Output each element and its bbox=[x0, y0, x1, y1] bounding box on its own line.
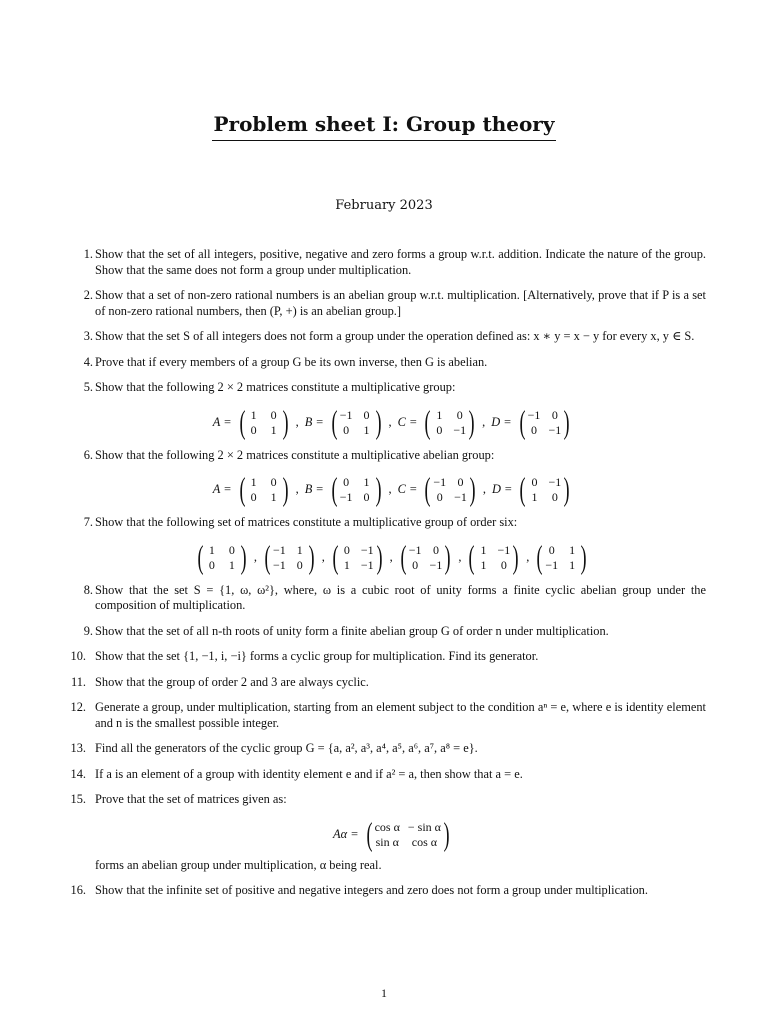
matrix-cell: 0 bbox=[363, 407, 370, 422]
problem-item bbox=[70, 792, 706, 873]
problem-text: Show that the following set of matrices constitute a multiplicative group of order six: bbox=[95, 515, 518, 529]
matrix bbox=[329, 472, 384, 508]
matrix-cell: −1 bbox=[433, 475, 447, 489]
matrix-cell: 1 bbox=[250, 475, 257, 489]
matrix-cell: 0 bbox=[343, 475, 350, 489]
right-paren: ) bbox=[308, 539, 315, 576]
matrix-label: D = bbox=[492, 482, 513, 497]
problem-text: Show that the group of order 2 and 3 are always cyclic. bbox=[95, 674, 369, 689]
matrix-cell: − sin α bbox=[407, 819, 441, 834]
problem-number: 8. bbox=[83, 582, 93, 597]
matrix-label: A = bbox=[212, 482, 232, 497]
right-paren: ) bbox=[468, 404, 475, 441]
matrix-row bbox=[78, 539, 706, 576]
problem-item bbox=[70, 883, 706, 899]
problem-number: 3. bbox=[83, 329, 93, 343]
left-paren: ( bbox=[424, 404, 431, 441]
matrix bbox=[422, 404, 477, 441]
matrix-cell: 0 bbox=[250, 422, 257, 437]
matrix-separator: , bbox=[295, 414, 299, 429]
matrix-cells bbox=[409, 543, 443, 573]
matrix-cell: 0 bbox=[436, 490, 443, 504]
problem-number: 6. bbox=[83, 447, 93, 462]
matrix bbox=[237, 404, 291, 441]
matrix-separator: , bbox=[321, 549, 325, 564]
problem-number: 13. bbox=[70, 741, 86, 755]
problem-text: Prove that if every members of a group G be its own inverse, then G is abelian. bbox=[95, 354, 488, 369]
matrix-cell: 1 bbox=[228, 557, 235, 572]
problem-item bbox=[78, 515, 706, 576]
right-paren: ) bbox=[240, 539, 247, 576]
problem-list bbox=[70, 247, 706, 909]
matrix-cell: −1 bbox=[545, 557, 559, 572]
matrix-cell: 0 bbox=[250, 490, 257, 504]
left-paren: ( bbox=[424, 472, 431, 508]
matrix-label: B = bbox=[304, 414, 324, 429]
matrix-cell: 1 bbox=[363, 422, 370, 437]
matrix-cell: −1 bbox=[454, 490, 467, 504]
matrix-cell: 0 bbox=[500, 557, 507, 572]
problem-text: Prove that the set of matrices given as: bbox=[95, 792, 287, 806]
matrix-cells bbox=[528, 475, 561, 505]
matrix bbox=[534, 539, 589, 576]
matrix-row bbox=[78, 404, 706, 441]
problem-item bbox=[78, 448, 706, 506]
left-paren: ( bbox=[264, 539, 271, 576]
matrix-cell: sin α bbox=[375, 834, 399, 849]
matrix-cell: 0 bbox=[551, 490, 558, 504]
problem-text-continued: forms an abelian group under multiplication, α being real. bbox=[95, 857, 382, 872]
matrix-cell: −1 bbox=[272, 557, 286, 572]
problem-number: 12. bbox=[70, 700, 86, 714]
matrix-cell: 0 bbox=[270, 475, 277, 489]
right-paren: ) bbox=[512, 539, 519, 576]
matrix-cell: 0 bbox=[412, 557, 419, 572]
matrix bbox=[237, 472, 291, 508]
matrix-cell: −1 bbox=[548, 422, 562, 437]
matrix-separator: , bbox=[295, 482, 299, 497]
problem-text: If a is an element of a group with identity element e and if a² = a, then show that a = e. bbox=[95, 766, 523, 781]
matrix bbox=[329, 404, 384, 441]
left-paren: ( bbox=[519, 472, 526, 508]
problem-item bbox=[78, 624, 706, 640]
matrix-cells bbox=[248, 408, 280, 438]
left-paren: ( bbox=[239, 404, 246, 441]
left-paren: ( bbox=[536, 539, 543, 576]
right-paren: ) bbox=[444, 539, 451, 576]
matrix-cell: −1 bbox=[272, 542, 286, 557]
matrix-separator: , bbox=[389, 549, 393, 564]
matrix-cell: 0 bbox=[432, 542, 439, 557]
matrix-cell: 1 bbox=[480, 542, 487, 557]
left-paren: ( bbox=[400, 539, 407, 576]
matrix-separator: , bbox=[253, 549, 257, 564]
matrix-cell: −1 bbox=[408, 542, 422, 557]
matrix-cell: −1 bbox=[339, 407, 353, 422]
matrix-cell: 0 bbox=[270, 407, 277, 422]
left-paren: ( bbox=[468, 539, 475, 576]
matrix-cells bbox=[433, 408, 466, 438]
matrix-separator: , bbox=[388, 482, 392, 497]
matrix-cell: 1 bbox=[296, 542, 303, 557]
matrix-cell: −1 bbox=[497, 542, 511, 557]
matrix-label: A = bbox=[212, 414, 232, 429]
matrix bbox=[422, 472, 478, 508]
problem-text: Show that the infinite set of positive and negative integers and zero does not form a group under multiplication. bbox=[95, 883, 648, 897]
matrix-cell: 1 bbox=[569, 557, 576, 572]
matrix-separator: , bbox=[458, 549, 462, 564]
matrix-cell: 0 bbox=[343, 422, 350, 437]
matrix-cell: 1 bbox=[436, 407, 443, 422]
matrix-cell: 0 bbox=[208, 557, 215, 572]
matrix-cell: cos α bbox=[374, 819, 400, 834]
problem-number: 1. bbox=[83, 247, 93, 261]
matrix-cell: −1 bbox=[527, 407, 541, 422]
matrix-separator: , bbox=[388, 414, 392, 429]
matrix-cells bbox=[340, 408, 373, 438]
matrix bbox=[517, 404, 573, 441]
page-title: Problem sheet I: Group theory bbox=[212, 112, 557, 141]
matrix-label: C = bbox=[397, 414, 418, 429]
matrix-cell: 0 bbox=[343, 542, 350, 557]
matrix-separator: , bbox=[526, 549, 530, 564]
problem-item bbox=[70, 700, 706, 731]
matrix-cell: −1 bbox=[548, 475, 562, 489]
problem-number: 10. bbox=[70, 649, 86, 663]
problem-text: Show that the following 2 × 2 matrices constitute a multiplicative abelian group: bbox=[95, 447, 495, 462]
problem-number: 4. bbox=[83, 354, 93, 369]
left-paren: ( bbox=[519, 404, 526, 441]
right-paren: ) bbox=[282, 472, 289, 508]
right-paren: ) bbox=[469, 472, 476, 508]
problem-item bbox=[78, 355, 706, 371]
matrix bbox=[398, 539, 454, 576]
matrix-cell: 1 bbox=[569, 542, 576, 557]
left-paren: ( bbox=[332, 539, 339, 576]
problem-text: Show that the set S of all integers does not form a group under the operation defined as: x ∗ y = x − y for every x, y ∈ S. bbox=[95, 329, 695, 343]
matrix-label: Aα = bbox=[333, 826, 359, 841]
matrix-cell: −1 bbox=[360, 557, 374, 572]
matrix-cell: cos α bbox=[411, 834, 438, 849]
matrix-cell: 0 bbox=[531, 422, 538, 437]
matrix-cell: 1 bbox=[208, 542, 215, 557]
matrix-cell: 0 bbox=[531, 475, 538, 489]
matrix-cells bbox=[273, 543, 306, 573]
right-paren: ) bbox=[563, 404, 570, 441]
matrix-cell: 1 bbox=[343, 557, 350, 572]
matrix-cell: −1 bbox=[453, 422, 467, 437]
matrix-cell: 0 bbox=[457, 475, 464, 489]
problem-item bbox=[78, 380, 706, 441]
matrix-cell: 0 bbox=[551, 407, 558, 422]
matrix bbox=[364, 816, 452, 853]
left-paren: ( bbox=[366, 816, 373, 853]
problem-item bbox=[70, 674, 706, 691]
matrix-cell: 0 bbox=[548, 542, 555, 557]
matrix-cells bbox=[341, 543, 374, 573]
problem-item bbox=[70, 649, 706, 665]
matrix-cell: −1 bbox=[429, 557, 443, 572]
matrix bbox=[330, 539, 385, 576]
problem-number: 11. bbox=[70, 674, 86, 689]
problem-item bbox=[70, 766, 706, 783]
matrix-separator: , bbox=[482, 482, 487, 497]
date-line: February 2023 bbox=[335, 198, 433, 213]
right-paren: ) bbox=[443, 816, 450, 853]
matrix-separator: , bbox=[482, 414, 486, 429]
matrix-cell: 1 bbox=[480, 557, 487, 572]
matrix-cell: 1 bbox=[270, 490, 277, 504]
matrix-cell: −1 bbox=[360, 542, 374, 557]
matrix-cell: 0 bbox=[296, 557, 303, 572]
page-number: 1 bbox=[381, 986, 387, 1000]
title-block bbox=[0, 112, 768, 141]
problem-text: Show that the set of all integers, positive, negative and zero forms a group w.r.t. addition. Indicate the nature of the group. Show that the same does not form a group under multiplication. bbox=[95, 247, 706, 277]
left-paren: ( bbox=[331, 472, 338, 508]
problem-text: Show that a set of non-zero rational numbers is an abelian group w.r.t. multiplication. [Alternatively, prove that if P is a set of non-zero rational numbers, then (P, +) is an abelian group.] bbox=[95, 288, 706, 318]
matrix-cells bbox=[206, 543, 238, 573]
problem-text: Show that the set S = {1, ω, ω²}, where, ω is a cubic root of unity forms a finite cyclic abelian group under the composition of multiplication. bbox=[95, 582, 706, 612]
matrix bbox=[466, 539, 521, 576]
left-paren: ( bbox=[197, 539, 204, 576]
matrix-cell: −1 bbox=[339, 490, 353, 504]
matrix-cells bbox=[375, 820, 441, 850]
problem-item bbox=[78, 329, 706, 345]
problem-number: 5. bbox=[83, 380, 93, 394]
matrix-cell: 1 bbox=[270, 422, 277, 437]
matrix bbox=[262, 539, 317, 576]
problem-number: 9. bbox=[83, 623, 93, 638]
matrix-cells bbox=[340, 475, 373, 505]
problem-item bbox=[78, 247, 706, 278]
matrix bbox=[195, 539, 249, 576]
matrix-cells bbox=[545, 543, 578, 573]
problem-text: Find all the generators of the cyclic group G = {a, a², a³, a⁴, a⁵, a⁶, a⁷, a⁸ = e}. bbox=[95, 741, 478, 755]
matrix-cells bbox=[477, 543, 510, 573]
problem-item bbox=[70, 741, 706, 757]
right-paren: ) bbox=[282, 404, 289, 441]
problem-text: Show that the set {1, −1, i, −i} forms a cyclic group for multiplication. Find its generator. bbox=[95, 649, 539, 663]
problem-item bbox=[78, 583, 706, 614]
matrix-row bbox=[78, 472, 706, 508]
right-paren: ) bbox=[374, 404, 382, 441]
matrix-cells bbox=[248, 475, 280, 505]
matrix-label: D = bbox=[491, 414, 512, 429]
matrix-cell: 0 bbox=[436, 422, 443, 437]
right-paren: ) bbox=[563, 472, 570, 508]
problem-number: 15. bbox=[70, 792, 86, 806]
matrix-cell: 1 bbox=[250, 407, 257, 422]
matrix-label: C = bbox=[397, 482, 418, 497]
problem-item bbox=[78, 288, 706, 319]
problem-number: 16. bbox=[70, 883, 86, 897]
right-paren: ) bbox=[376, 539, 383, 576]
problem-number: 7. bbox=[83, 515, 93, 529]
matrix-row bbox=[78, 816, 706, 853]
matrix-cell: 1 bbox=[531, 490, 538, 504]
problem-number: 2. bbox=[83, 288, 93, 302]
matrix-cell: 0 bbox=[228, 542, 235, 557]
matrix-cells bbox=[433, 475, 467, 505]
problem-text: Show that the following 2 × 2 matrices constitute a multiplicative group: bbox=[95, 380, 456, 394]
matrix-label: B = bbox=[304, 482, 324, 497]
matrix bbox=[517, 472, 572, 508]
problem-number: 14. bbox=[70, 766, 86, 781]
left-paren: ( bbox=[331, 404, 338, 441]
problem-text: Generate a group, under multiplication, starting from an element subject to the condition aⁿ = e, where e is identity element and n is the smallest possible integer. bbox=[95, 700, 706, 730]
left-paren: ( bbox=[239, 472, 246, 508]
matrix-cell: 1 bbox=[363, 475, 370, 489]
matrix-cells bbox=[528, 408, 562, 438]
right-paren: ) bbox=[374, 472, 382, 508]
problem-text: Show that the set of all n-th roots of unity form a finite abelian group G of order n under multiplication. bbox=[95, 623, 609, 638]
matrix-cell: 0 bbox=[456, 407, 463, 422]
matrix-cell: 0 bbox=[363, 490, 370, 504]
right-paren: ) bbox=[580, 539, 587, 576]
